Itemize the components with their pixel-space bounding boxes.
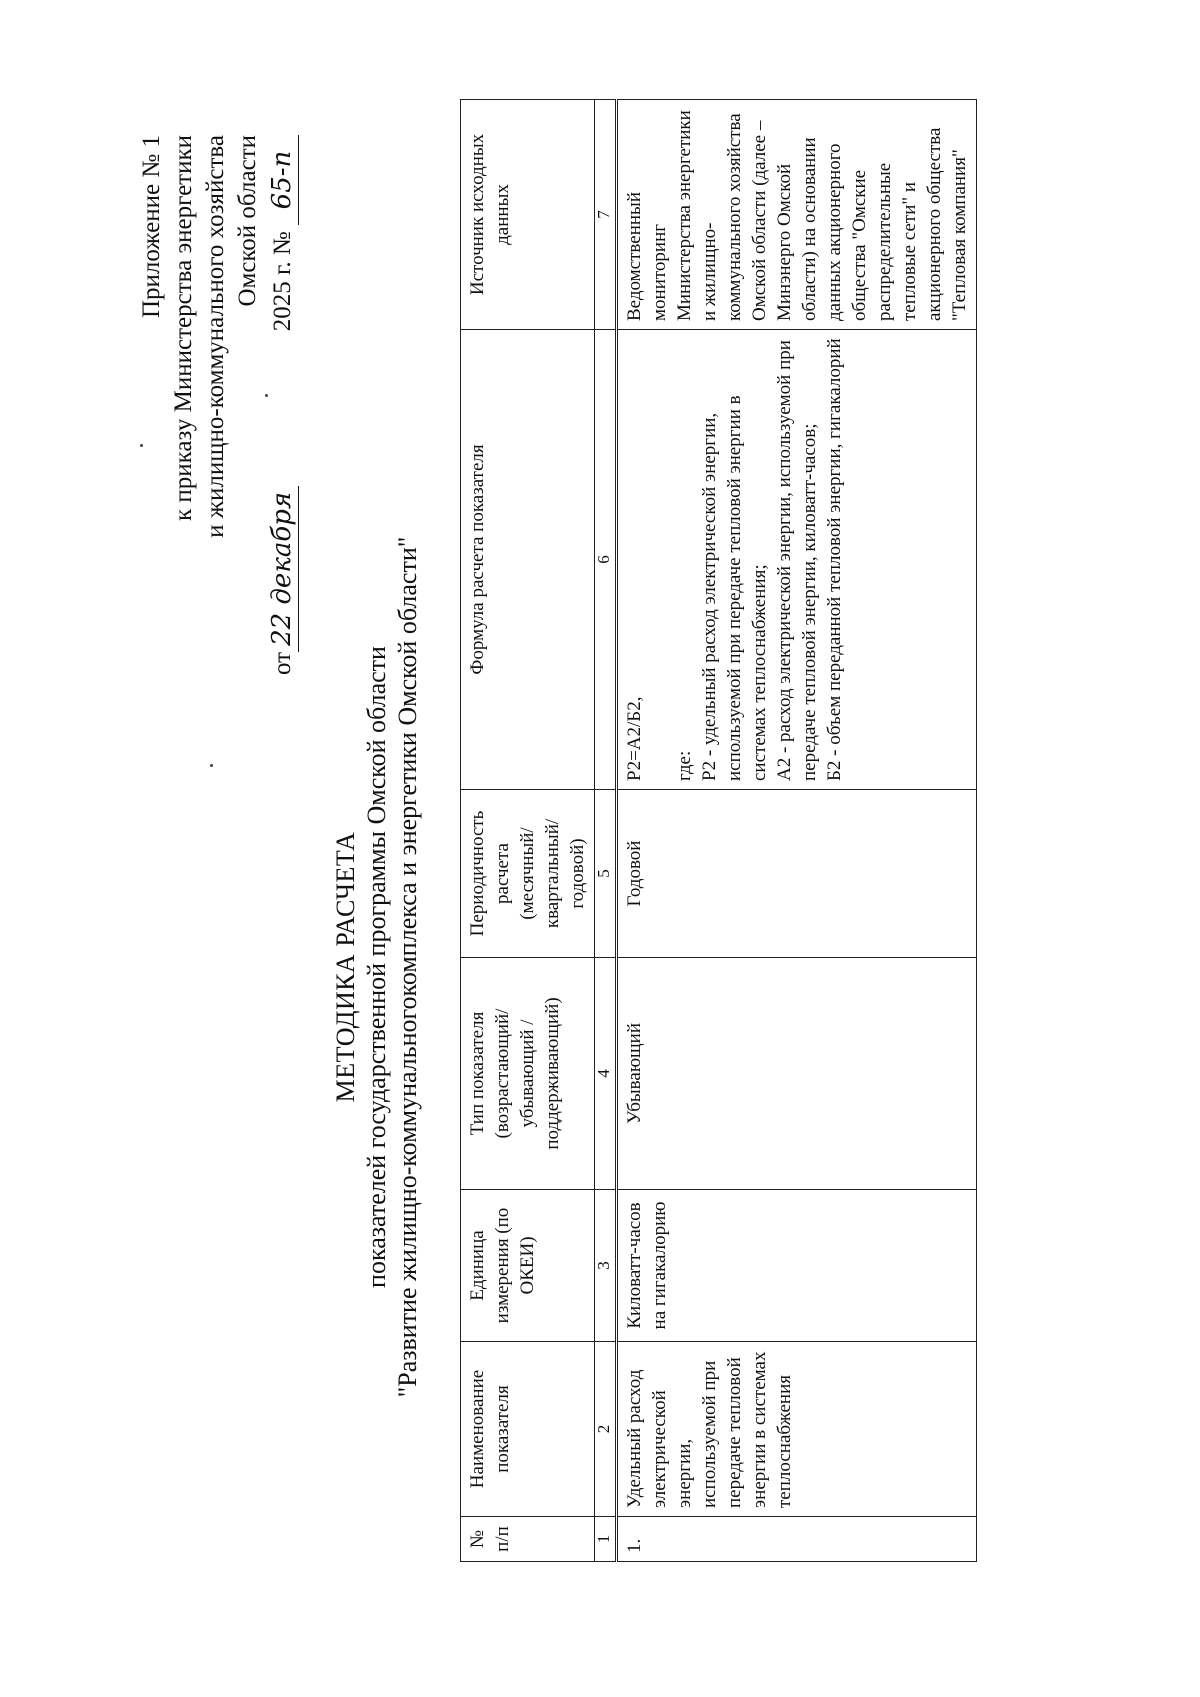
title-line-3: "Развитие жилищно-коммунальногокомплекса и энергетики Омской области" [393,536,422,1398]
header-cell-type: Тип показателя (возрастающий/ убывающий / поддерживающий) [461,958,595,1190]
appendix-line: Омской области [234,135,261,307]
column-number: 2 [595,1342,617,1517]
column-number: 7 [595,100,617,330]
order-date [266,486,299,675]
header-row [461,100,595,1562]
year-text: 2025 г. № [269,231,296,332]
scan-speck [265,394,268,397]
from-prefix: от [269,651,296,675]
header-cell-num: № п/п [461,1517,595,1562]
header-cell-source: Источник исходных данных [461,100,595,330]
header-cell-unit: Единица измерения (по ОКЕИ) [461,1190,595,1342]
handwritten-date: 22 декабря [266,486,299,652]
header-cell-period: Периодичность расчета (месячный/ квартальный/ годовой) [461,790,595,958]
row-number: 1. [617,1517,977,1562]
appendix-line: Приложение № 1 [138,135,165,319]
indicator-name: Удельный расход электрической энергии, используемой при передаче тепловой энергии в системах теплоснабжения [617,1342,977,1517]
calculation-period: Годовой [617,790,977,958]
header-cell-formula: Формула расчета показателя [461,330,595,790]
appendix-line: к приказу Министерства энергетики [170,135,197,521]
column-number: 1 [595,1517,617,1562]
column-number-row [595,100,617,1562]
column-number: 6 [595,330,617,790]
handwritten-number: 65-п [266,135,299,225]
title-line-2: показателей государственной программы Омской области [362,646,391,1288]
scan-speck [210,764,213,767]
table-row [617,100,977,1562]
order-date-line [266,135,299,675]
header-cell-name: Наименование показателя [461,1342,595,1517]
appendix-line: и жилищно-коммунального хозяйства [202,135,229,538]
order-number [266,135,299,331]
column-number: 4 [595,958,617,1190]
column-number: 5 [595,790,617,958]
scan-speck [140,444,143,447]
data-source: Ведомственный мониторинг Министерства энергетики и жилищно-коммунального хозяйства Омской области (далее – Минэнерго Омской области) на основании данных акционерного общества "Омские распределительные тепловые сети" и акционерного общества "Тепловая компания" [617,100,977,330]
column-number: 3 [595,1190,617,1342]
calculation-formula: Р2=А2/Б2, где: Р2 - удельный расход электрической энергии, используемой при передаче тепловой энергии в системах теплоснабжения; А2 - расход электрической энергии, используемой при передаче тепловой энергии, киловатт-часов; Б2 - объем переданной тепловой энергии, гигакалорий [617,330,977,790]
title-line-1: МЕТОДИКА РАСЧЕТА [331,831,360,1103]
indicator-type: Убывающий [617,958,977,1190]
unit-of-measure: Киловатт-часов на гигакалорию [617,1190,977,1342]
methodology-table [460,99,977,1562]
document-title [330,457,423,1477]
appendix-block [136,135,299,675]
